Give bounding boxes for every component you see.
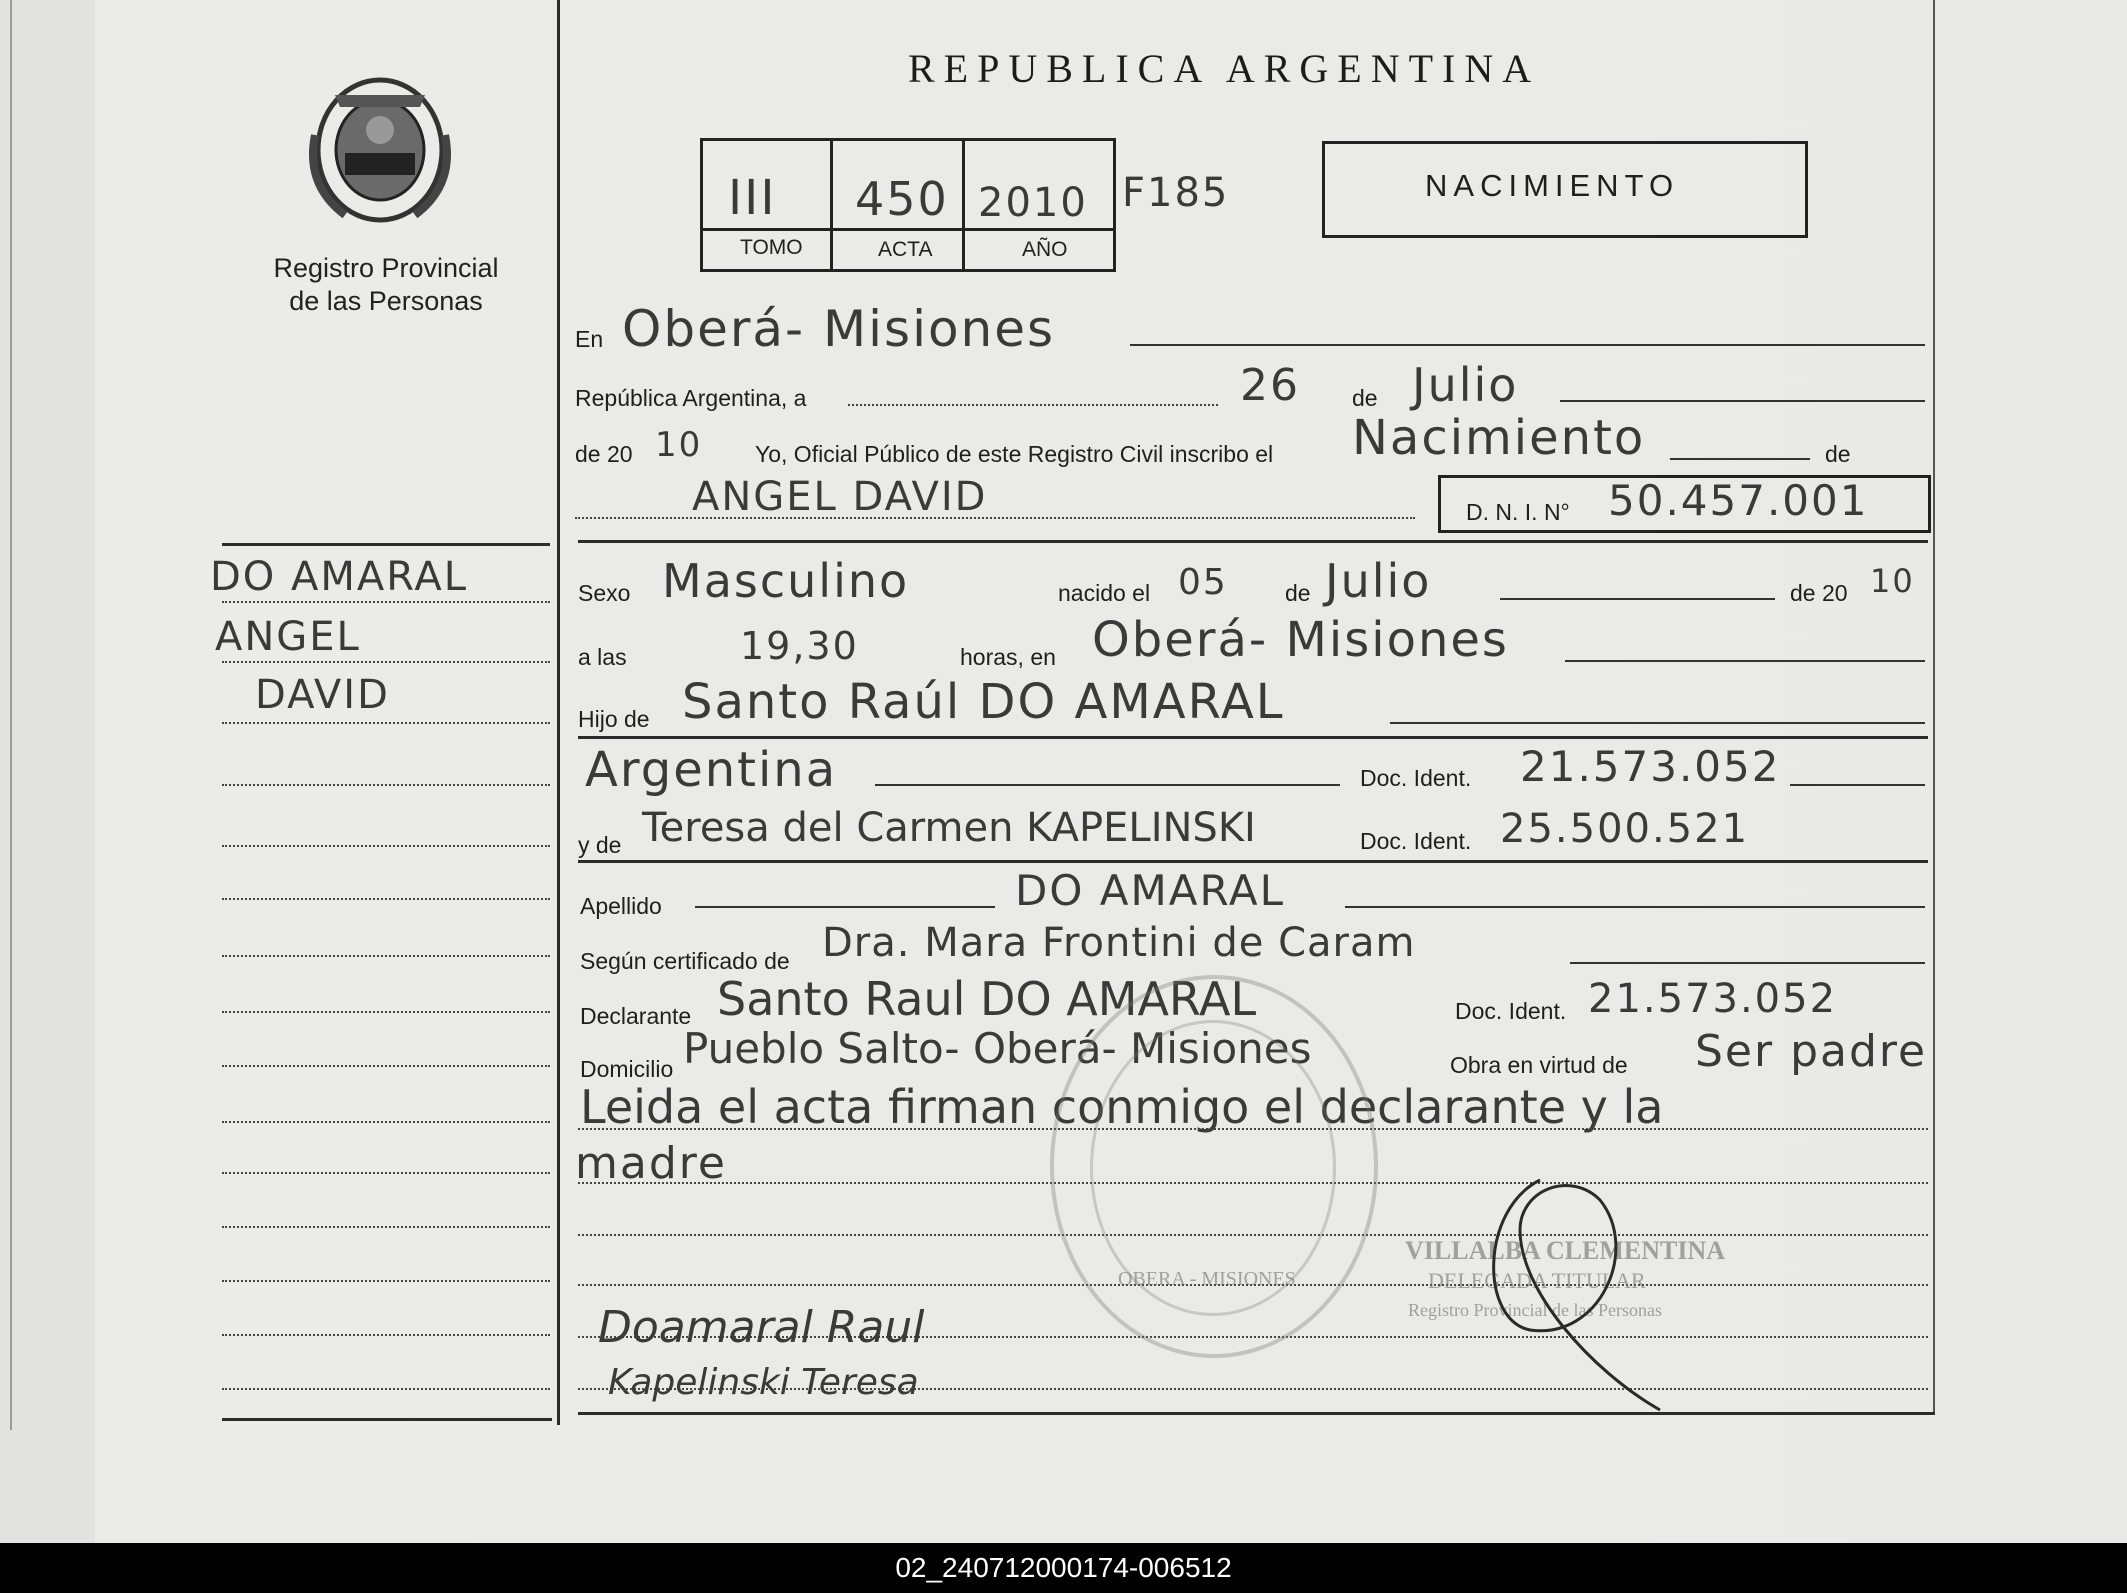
seal-city: OBERA - MISIONES	[1118, 1268, 1296, 1290]
a-las-label: a las	[578, 644, 627, 670]
folio-value: F185	[1122, 170, 1230, 216]
bottom-rule-left	[222, 1418, 552, 1421]
page-left-margin	[0, 0, 95, 1543]
left-top-rule	[222, 543, 550, 546]
margin-note-1: DO AMARAL	[210, 554, 469, 600]
acto-value: Nacimiento	[1352, 410, 1646, 466]
apellido-line2	[1345, 906, 1925, 908]
dni-value: 50.457.001	[1608, 476, 1869, 525]
margin-dots-14	[222, 1334, 550, 1336]
nota-line2: madre	[575, 1138, 727, 1189]
apellido-label: Apellido	[580, 893, 662, 919]
domicilio-label: Domicilio	[580, 1056, 674, 1082]
madre-doc: 25.500.521	[1500, 806, 1750, 852]
republica-dots	[848, 404, 1218, 406]
en-label: En	[575, 326, 604, 352]
apellido-line	[695, 906, 995, 908]
signature-official	[1440, 1170, 1680, 1420]
margin-dots-8	[222, 1011, 550, 1013]
anio-label: AÑO	[1022, 238, 1068, 261]
official-institution: Registro Provincial de las Personas	[1408, 1300, 1662, 1320]
provincial-seal-logo	[305, 75, 455, 225]
right-top-rule	[578, 540, 1928, 543]
margin-note-3: DAVID	[255, 672, 390, 718]
margin-dots-11	[222, 1172, 550, 1174]
y-de-label: y de	[578, 832, 622, 858]
obra-label: Obra en virtud de	[1450, 1052, 1628, 1078]
official-role: DELEGADA TITULAR	[1428, 1268, 1646, 1293]
registry-name	[246, 252, 526, 318]
margin-note-2: ANGEL	[215, 614, 361, 660]
certificado-label: Según certificado de	[580, 948, 790, 974]
official-name: VILLALBA CLEMENTINA	[1405, 1236, 1726, 1265]
nacido-anio-prefix: de 20	[1790, 580, 1848, 606]
record-box-divider	[700, 228, 1113, 231]
signature-madre: Kapelinski Teresa	[608, 1362, 919, 1403]
margin-dots-3	[222, 722, 550, 724]
lugar-value: Oberá- Misiones	[1092, 612, 1509, 668]
en-value: Oberá- Misiones	[622, 300, 1056, 358]
document-title: REPUBLICA ARGENTINA	[908, 46, 1541, 91]
obra-value: Ser padre	[1695, 1026, 1928, 1077]
de-label: de	[1352, 385, 1378, 411]
padre-line	[1390, 722, 1925, 724]
margin-dots-13	[222, 1280, 550, 1282]
padre-doc: 21.573.052	[1520, 742, 1781, 791]
de2-label: de	[1825, 441, 1851, 467]
padre-rule	[578, 736, 1928, 739]
margin-dots-7	[222, 955, 550, 957]
page-edge-line	[10, 0, 12, 1430]
nacido-anio: 10	[1870, 562, 1915, 600]
nacionalidad-line	[875, 784, 1340, 786]
declarante-doc-label: Doc. Ident.	[1455, 998, 1567, 1024]
sexo-label: Sexo	[578, 580, 631, 606]
mes-line	[1560, 400, 1925, 402]
nombre-dots	[575, 517, 1415, 519]
hijo-label: Hijo de	[578, 706, 650, 732]
registry-name-line1: Registro Provincial	[273, 253, 499, 283]
en-line	[1130, 344, 1925, 346]
padre-doc-label: Doc. Ident.	[1360, 765, 1472, 791]
apellido-value: DO AMARAL	[1015, 866, 1286, 915]
record-box-sep1	[830, 138, 833, 269]
republica-label: República Argentina, a	[575, 385, 807, 411]
anio-suffix: 10	[655, 425, 703, 465]
declarante-label: Declarante	[580, 1003, 692, 1029]
margin-dots-15	[222, 1388, 550, 1390]
inscribo-text: Yo, Oficial Público de este Registro Civil inscribo el	[755, 441, 1274, 467]
footer-code: 02_240712000174-006512	[0, 1543, 2127, 1593]
dni-label: D. N. I. N°	[1466, 499, 1570, 525]
domicilio-value: Pueblo Salto- Oberá- Misiones	[683, 1024, 1312, 1073]
lugar-line	[1565, 660, 1925, 662]
bottom-rule-right	[578, 1412, 1935, 1415]
declarante-doc: 21.573.052	[1588, 976, 1838, 1022]
registry-name-line2: de las Personas	[289, 286, 483, 316]
tomo-label: TOMO	[740, 236, 803, 259]
column-divider	[557, 0, 560, 1425]
certificado-value: Dra. Mara Frontini de Caram	[822, 920, 1416, 966]
nota-line1: Leida el acta firman conmigo el declarante y la	[580, 1080, 1664, 1134]
horas-en-label: horas, en	[960, 644, 1056, 670]
margin-dots-6	[222, 898, 550, 900]
margin-dots-4	[222, 784, 550, 786]
mes-value: Julio	[1412, 358, 1519, 412]
padre-value: Santo Raúl DO AMARAL	[682, 674, 1285, 730]
anio-value: 2010	[978, 180, 1088, 226]
madre-value: Teresa del Carmen KAPELINSKI	[642, 805, 1256, 851]
dia-value: 26	[1240, 360, 1300, 411]
nacido-dia: 05	[1178, 562, 1228, 603]
madre-rule	[578, 860, 1928, 863]
act-type-label: NACIMIENTO	[1425, 168, 1680, 203]
margin-dots-1	[222, 601, 550, 603]
margin-dots-9	[222, 1065, 550, 1067]
tomo-value: III	[728, 170, 777, 226]
acta-value: 450	[855, 172, 949, 226]
nacido-de-label: de	[1285, 580, 1311, 606]
record-box-sep2	[962, 138, 965, 269]
margin-dots-2	[222, 661, 550, 663]
declarante-value: Santo Raul DO AMARAL	[717, 972, 1257, 1026]
certificado-line	[1570, 962, 1925, 964]
nacido-line	[1500, 598, 1775, 600]
sexo-value: Masculino	[662, 554, 910, 608]
acta-label: ACTA	[878, 238, 933, 261]
margin-dots-12	[222, 1226, 550, 1228]
anio-prefix: de 20	[575, 441, 633, 467]
hora-value: 19,30	[740, 624, 859, 668]
signature-declarante: Doamaral Raul	[598, 1302, 925, 1353]
right-border	[1933, 0, 1935, 1412]
margin-dots-10	[222, 1121, 550, 1123]
acto-line	[1670, 458, 1810, 460]
nacido-mes: Julio	[1325, 554, 1432, 608]
madre-doc-label: Doc. Ident.	[1360, 828, 1472, 854]
nacido-label: nacido el	[1058, 580, 1151, 606]
padre-doc-line	[1790, 784, 1925, 786]
padre-nacionalidad: Argentina	[585, 742, 838, 798]
nombre-value: ANGEL DAVID	[692, 474, 988, 520]
margin-dots-5	[222, 845, 550, 847]
